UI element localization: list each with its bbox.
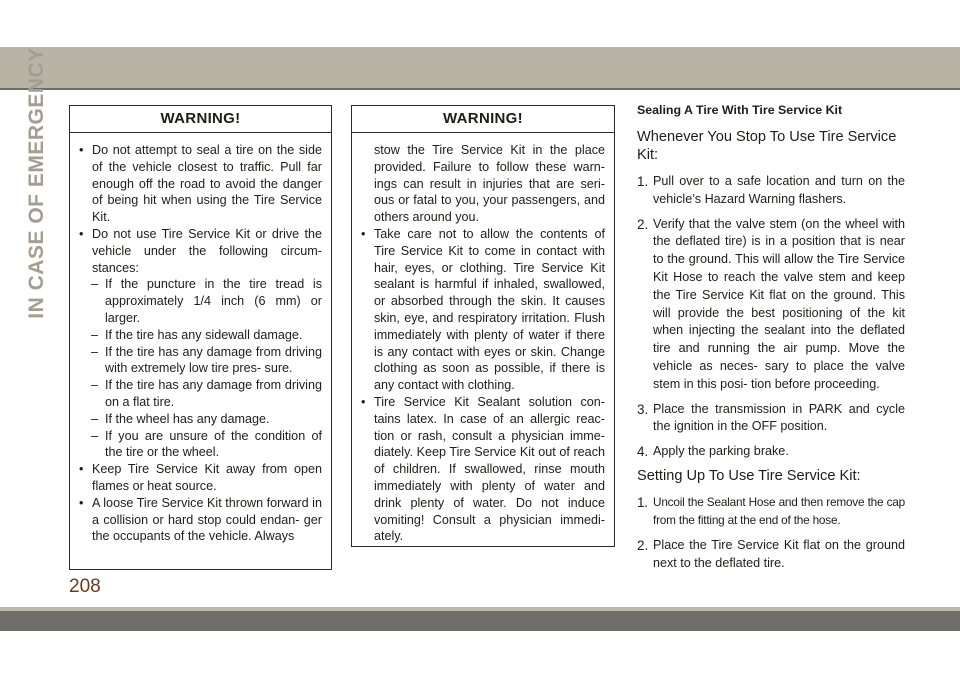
section-title: Whenever You Stop To Use Tire Service Kit: (637, 129, 897, 163)
step-number: 1. (637, 495, 648, 511)
header-divider (0, 88, 960, 90)
step-item (637, 216, 905, 394)
warning-body (352, 133, 614, 545)
step-number: 2. (637, 216, 649, 232)
step-number: 1. (637, 174, 649, 189)
subheading: Sealing A Tire With Tire Service Kit (637, 103, 843, 117)
step-text: Place the Tire Service Kit flat on the ground next to the deflated tire. (653, 538, 905, 570)
warning-bullet: • Take care not to allow the contents of Tire Service Kit to come in contact with hair, eyes, or clothing. Tire Service Kit sealant is harmful if inhaled, swallowed, or absorbed through the skin. It causes skin, eye, and respiratory irritation. Flush immediately with plenty of water if there is any contact with eyes or skin. Change clothing as soon as possible, if there is any contact with clothing. (361, 226, 605, 394)
warning-dash-item: – If the wheel has any damage. (79, 411, 322, 428)
step-number: 3. (637, 401, 649, 417)
warning-bullet: • Do not attempt to seal a tire on the side of the vehicle closest to traffic. Pull far enough off the road to avoid the danger of being hit when using the Tire Service Kit. (79, 142, 322, 226)
step-text: Pull over to a safe location and turn on the vehicle’s Hazard Warning flashers. (653, 174, 905, 206)
step-item (637, 401, 905, 437)
step-number: 2. (637, 538, 649, 554)
warning-body (70, 133, 331, 545)
warning-title: WARNING! (70, 106, 331, 133)
warning-bullet: • Tire Service Kit Sealant solution con- tains latex. In case of an allergic reac- tion or rash, consult a physician imme- diately. Keep Tire Service Kit out of reach of children. If swallowed, rinse mouth immediately with plenty of water and drink plenty of water. Do not induce vomiting! Consult a physician immedi- ately. (361, 394, 605, 545)
step-text: Apply the parking brake. (653, 444, 789, 459)
step-text: Verify that the valve stem (on the wheel with the deflated tire) is in a position that is near to the ground. This will allow the Tire Service Kit Hose to reach the valve stem and keep the Tire Service Kit flat on the ground. This will provide the best positioning of the kit when injecting the sealant into the deflated tire and running the air pump. Move the vehicle as neces- sary to place the valve stem in this posi- tion before proceeding. (653, 216, 905, 391)
step-number: 4. (637, 444, 649, 460)
step-item (637, 494, 905, 530)
warning-dash-item: – If the puncture in the tire tread is approximately 1/4 inch (6 mm) or larger. (79, 276, 322, 326)
warning-bullet: • Do not use Tire Service Kit or drive the vehicle under the following circum- stances: (79, 226, 322, 276)
instructions-column (637, 102, 905, 580)
step-text: Uncoil the Sealant Hose and then remove the cap from the fitting at the end of the hose. (653, 495, 905, 528)
step-text: Place the transmission in PARK and cycle the ignition in the OFF position. (653, 401, 905, 434)
header-band (0, 47, 960, 88)
warning-box-left (69, 105, 332, 570)
step-item (637, 443, 905, 461)
section-side-tab (22, 47, 52, 319)
section-tab-label: IN CASE OF EMERGENCY (25, 47, 48, 319)
page-number: 208 (69, 576, 101, 597)
warning-box-right (351, 105, 615, 547)
step-item (637, 173, 905, 209)
warning-dash-item: – If the tire has any damage from driving on a flat tire. (79, 377, 322, 411)
warning-dash-item: – If you are unsure of the condition of the tire or the wheel. (79, 428, 322, 462)
warning-bullet: • A loose Tire Service Kit thrown forward in a collision or hard stop could endan- ger the occupants of the vehicle. Always (79, 495, 322, 545)
step-item (637, 537, 905, 573)
warning-title: WARNING! (352, 106, 614, 133)
warning-continuation: stow the Tire Service Kit in the place provided. Failure to follow these warn- ings can result in injuries that are seri- ous or fatal to you, your passengers, and others around you. (374, 143, 605, 225)
warning-bullet: • Keep Tire Service Kit away from open flames or heat source. (79, 461, 322, 495)
section-title: Setting Up To Use Tire Service Kit: (637, 467, 861, 484)
warning-dash-item: – If the tire has any damage from driving with extremely low tire pres- sure. (79, 344, 322, 378)
warning-dash-item: – If the tire has any sidewall damage. (79, 327, 322, 344)
footer-band (0, 611, 960, 631)
